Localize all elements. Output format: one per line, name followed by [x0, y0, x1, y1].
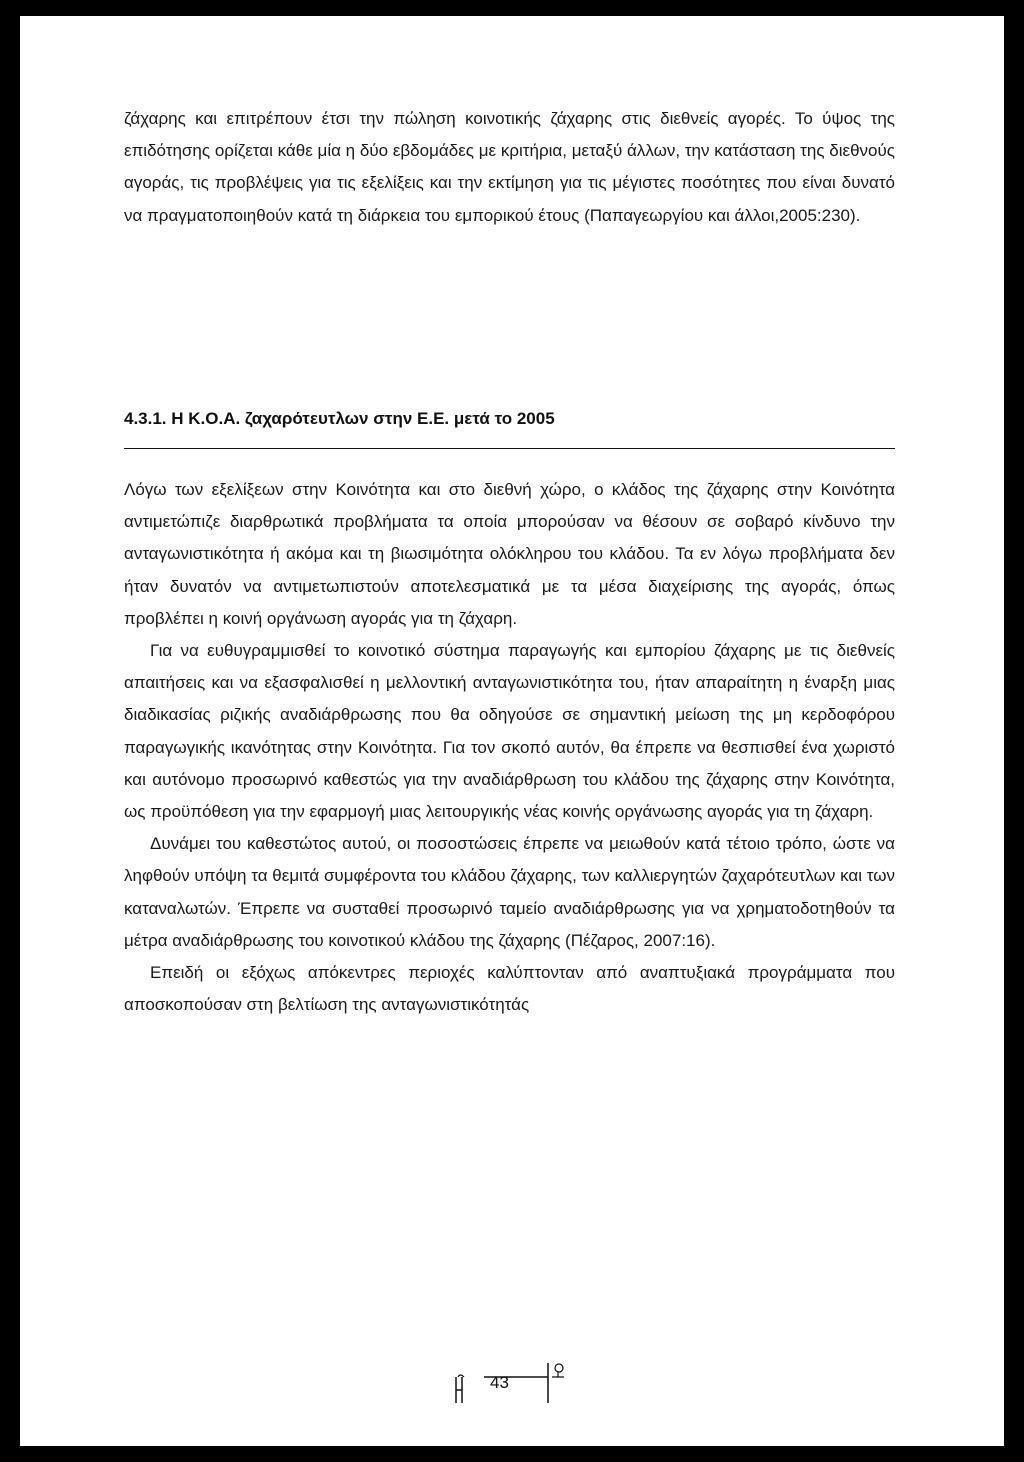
paragraph-3: Δυνάμει του καθεστώτος αυτού, οι ποσοστώσεις έπρεπε να μειωθούν κατά τέτοιο τρόπο, ώστε να ληφθούν υπόψη τα θεμιτά συμφέροντα του κλάδου ζάχαρης, των καλλιεργητών ζαχαρότευτλων και των καταναλωτών. Έπρεπε να συσταθεί προσωρινό ταμείο αναδιάρθρωσης για να χρηματοδοτηθούν τα μέτρα αναδιάρθρωσης του κοινοτικού κλάδου της ζάχαρης (Πέζαρος, 2007:16). — [124, 834, 895, 950]
intro-text-block — [124, 103, 895, 232]
page-number: 43 — [490, 1373, 509, 1392]
paragraph-1: Λόγω των εξελίξεων στην Κοινότητα και στο διεθνή χώρο, ο κλάδος της ζάχαρης στην Κοινότητα αντιμετώπιζε διαρθρωτικά προβλήματα τα οποία μπορούσαν να θέσουν σε σοβαρό κίνδυνο την ανταγωνιστικότητα ή ακόμα και τη βιωσιμότητα ολόκληρου του κλάδου. Τα εν λόγω προβλήματα δεν ήταν δυνατόν να αντιμετωπιστούν αποτελεσματικά με τα μέσα διαχείρισης της αγοράς, όπως προβλέπει η κοινή οργάνωση αγοράς για τη ζάχαρη. — [124, 480, 895, 628]
page-number-bracket-icon — [454, 1359, 564, 1409]
paragraph-2: Για να ευθυγραμμισθεί το κοινοτικό σύστημα παραγωγής και εμπορίου ζάχαρης με τις διεθνείς απαιτήσεις και να εξασφαλισθεί η μελλοντική ανταγωνιστικότητα του, ήταν απαραίτητη η έναρξη μιας διαδικασίας ριζικής αναδιάρθρωσης που θα οδηγούσε σε σημαντική μείωση της μη κερδοφόρου παραγωγικής ικανότητας στην Κοινότητα. Για τον σκοπό αυτόν, θα έπρεπε να θεσπισθεί ένα χωριστό και αυτόνομο προσωρινό καθεστώς για την αναδιάρθρωση του κλάδου της ζάχαρης στην Κοινότητα, ως προϋπόθεση για την εφαρμογή μιας λειτουργικής νέας κοινής οργάνωσης αγοράς για τη ζάχαρη. — [124, 641, 895, 822]
heading-underline — [124, 448, 895, 449]
intro-paragraph: ζάχαρης και επιτρέπουν έτσι την πώληση κοινοτικής ζάχαρης στις διεθνείς αγορές. Το ύψος της επιδότησης ορίζεται κάθε μία η δύο εβδομάδες με κριτήρια, μεταξύ άλλων, την κατάσταση της διεθνούς αγοράς, τις προβλέψεις για τις εξελίξεις και την εκτίμηση για τις μέγιστες ποσότητες που είναι δυνατό να πραγματοποιηθούν κατά τη διάρκεια του εμπορικού έτους (Παπαγεωργίου και άλλοι,2005:230). — [124, 109, 895, 225]
document-page — [20, 16, 1004, 1446]
section-body — [124, 474, 895, 1021]
paragraph-4: Επειδή οι εξόχως απόκεντρες περιοχές καλύπτονταν από αναπτυξιακά προγράμματα που αποσκοπούσαν στη βελτίωση της ανταγωνιστικότητάς — [124, 963, 895, 1015]
section-heading: 4.3.1. Η Κ.Ο.Α. ζαχαρότευτλων στην Ε.Ε. μετά το 2005 — [124, 409, 555, 428]
page-number-block — [454, 1359, 564, 1409]
